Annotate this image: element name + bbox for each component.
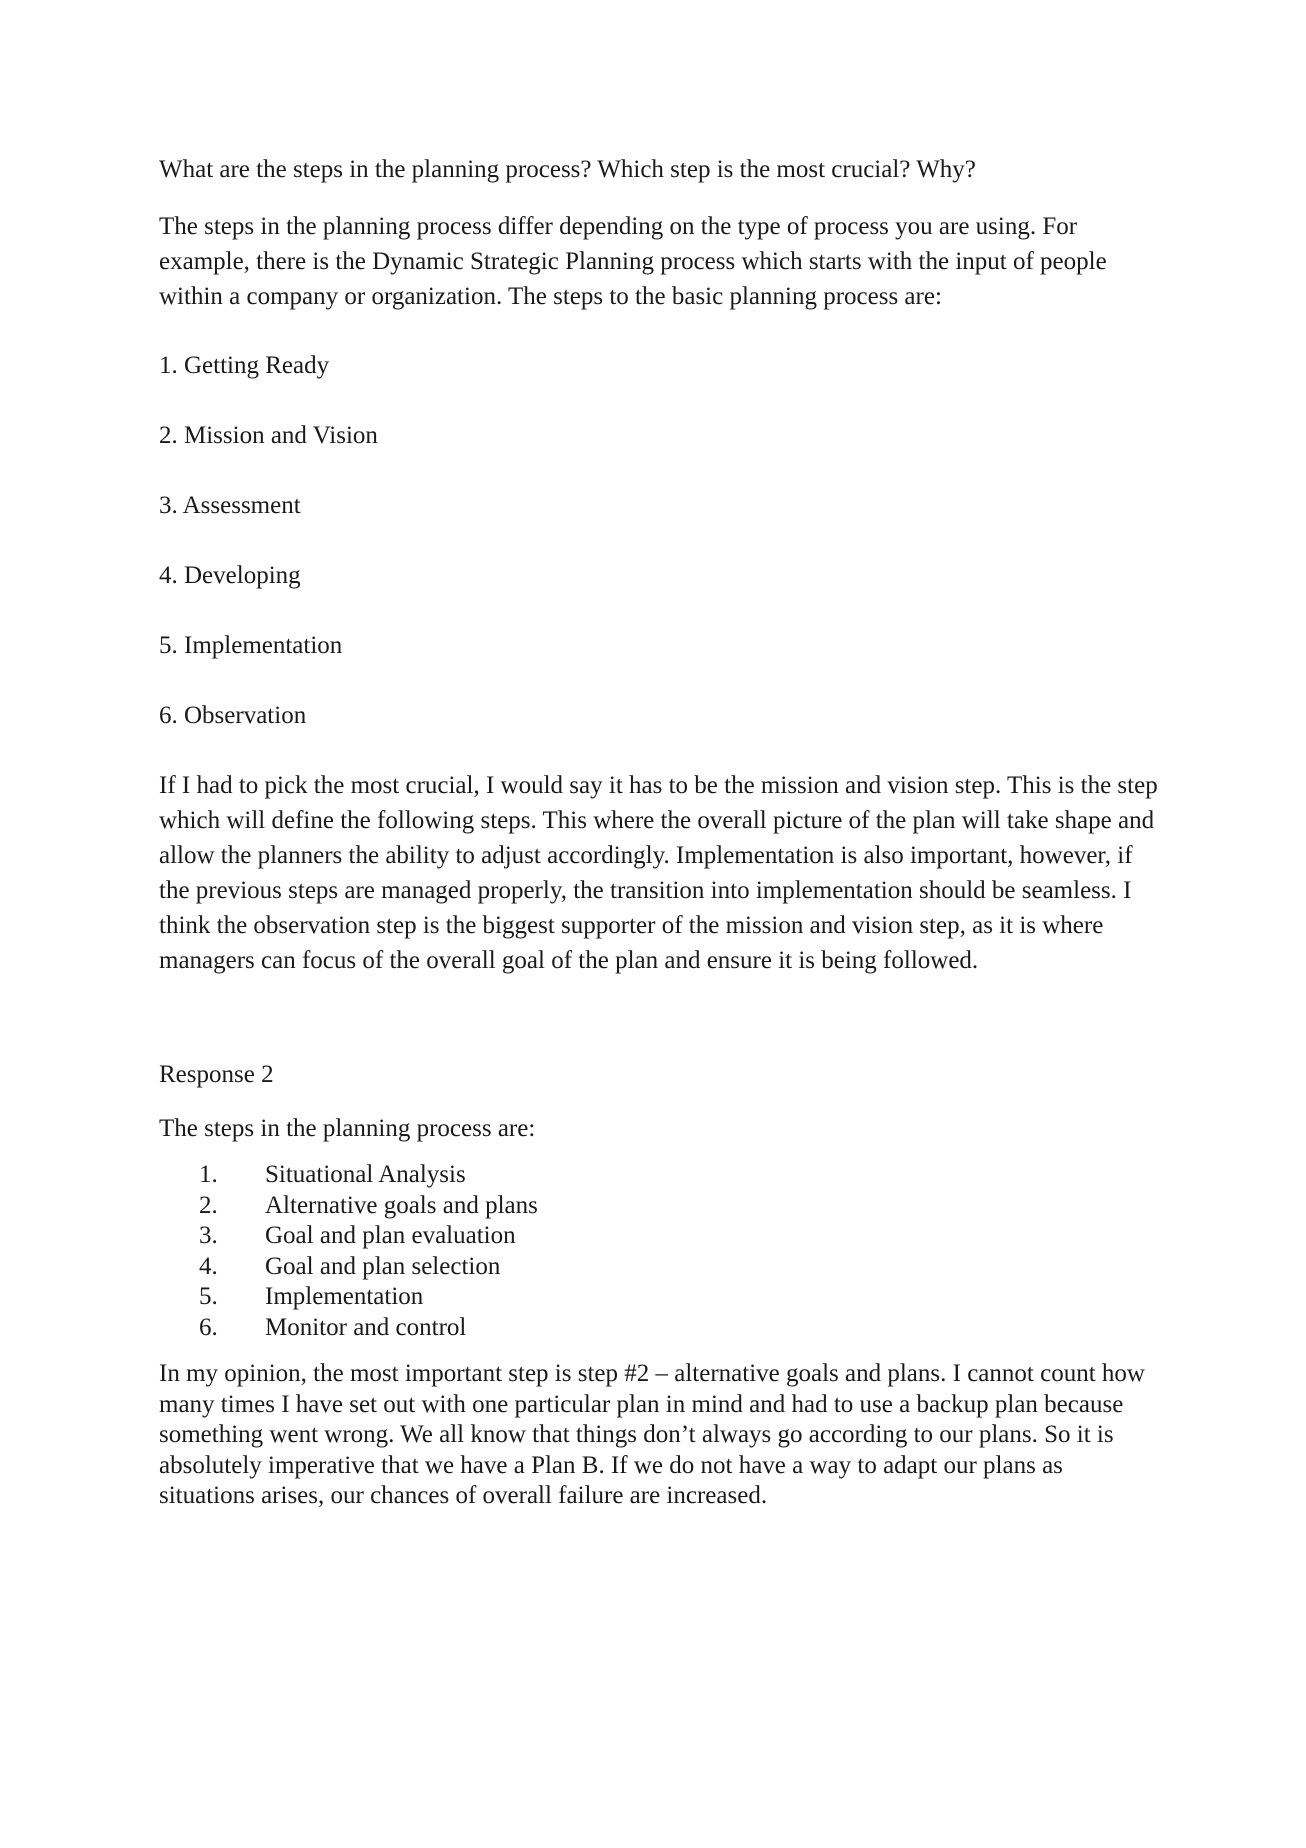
list-item	[159, 1282, 1159, 1313]
list-item-number: 3.	[199, 1222, 218, 1249]
response1-discussion: If I had to pick the most crucial, I would say it has to be the mission and vision step. This is the step which will define the following steps. This where the overall picture of the plan will take shape and allow the planners the ability to adjust accordingly. Implementation is also important, however, if the previous steps are managed properly, the transition into implementation should be seamless. I think the observation step is the biggest supporter of the mission and vision step, as it is where managers can focus of the overall goal of the plan and ensure it is being followed.	[159, 772, 1158, 974]
response2-step-list	[159, 1160, 1159, 1343]
response1-step: 5. Implementation	[159, 632, 343, 659]
response1-step-list	[159, 348, 1159, 733]
list-item	[159, 1160, 1159, 1191]
list-item	[159, 1221, 1159, 1252]
response1-step: 4. Developing	[159, 562, 301, 589]
list-item	[159, 1252, 1159, 1283]
list-item-number: 5.	[199, 1283, 218, 1310]
response1-step: 2. Mission and Vision	[159, 422, 378, 449]
list-item-number: 6.	[199, 1313, 218, 1341]
response1-step: 1. Getting Ready	[159, 352, 330, 379]
response1-intro: The steps in the planning process differ depending on the type of process you are using. For example, there is the Dynamic Strategic Planning process which starts with the input of people within a company or organization. The steps to the basic planning process are:	[159, 213, 1107, 310]
list-item-number: 2.	[199, 1191, 218, 1219]
list-item-text: Monitor and control	[265, 1313, 467, 1341]
response1-step: 6. Observation	[159, 702, 307, 729]
list-item-text: Goal and plan evaluation	[265, 1222, 516, 1249]
response1-step: 3. Assessment	[159, 492, 301, 519]
list-item-text: Goal and plan selection	[265, 1252, 501, 1280]
response2-intro: The steps in the planning process are:	[159, 1115, 536, 1142]
list-item-number: 1.	[199, 1161, 218, 1188]
list-item-number: 4.	[199, 1252, 218, 1280]
list-item-text: Situational Analysis	[265, 1161, 466, 1188]
document-body	[159, 152, 1159, 1512]
response2-opinion: In my opinion, the most important step is step #2 – alternative goals and plans. I cannot count how many times I have set out with one particular plan in mind and had to use a backup plan because something went wrong. We all know that things don’t always go according to our plans. So it is absolutely imperative that we have a Plan B. If we do not have a way to adapt our plans as situations arises, our chances of overall failure are increased.	[159, 1360, 1145, 1509]
question-text: What are the steps in the planning process? Which step is the most crucial? Why?	[159, 156, 976, 183]
list-item	[159, 1191, 1159, 1222]
response2-heading: Response 2	[159, 1061, 274, 1088]
list-item	[159, 1313, 1159, 1344]
list-item-text: Alternative goals and plans	[265, 1191, 538, 1219]
list-item-text: Implementation	[265, 1283, 424, 1310]
